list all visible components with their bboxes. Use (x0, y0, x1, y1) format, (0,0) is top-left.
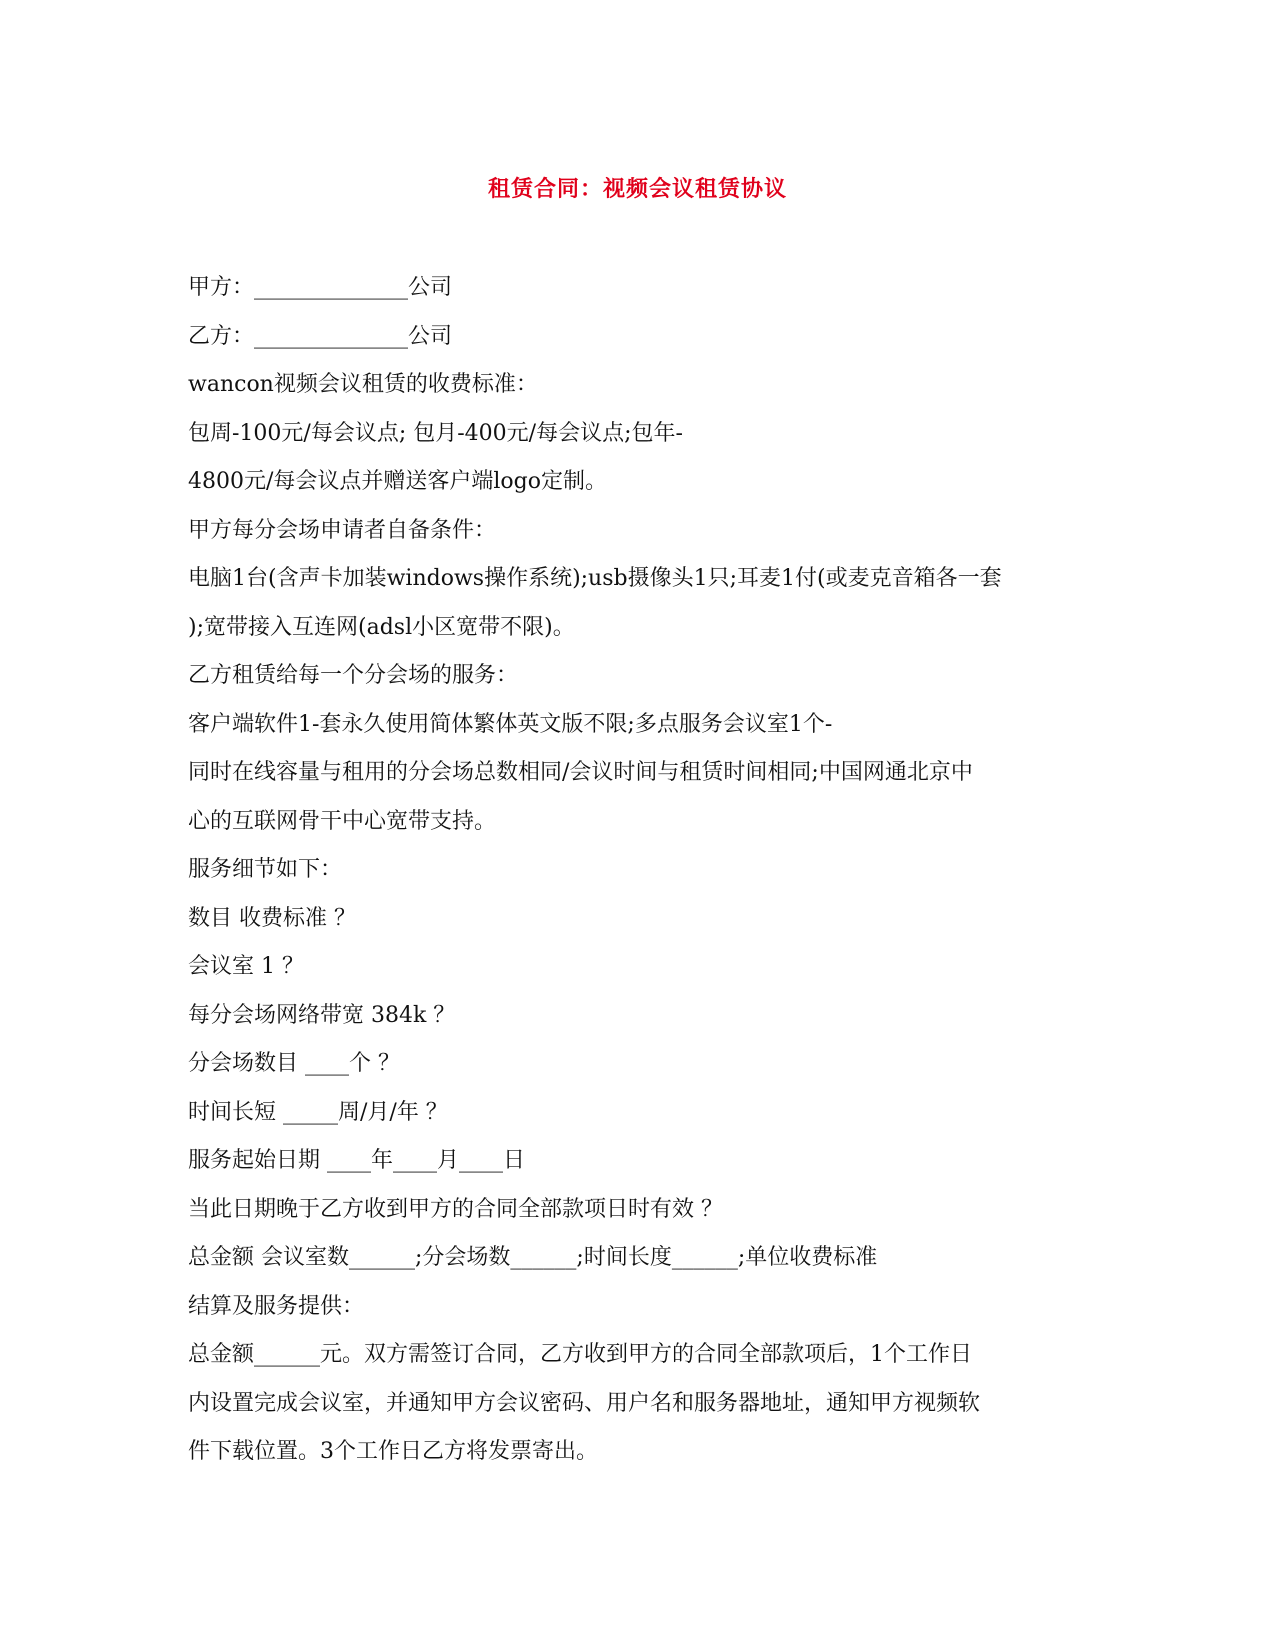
services-heading: 乙方租赁给每一个分会场的服务： (188, 663, 519, 688)
settlement-line-2: 内设置完成会议室，并通知甲方会议密码、用户名和服务器地址，通知甲方视频软 (188, 1390, 981, 1416)
details-total-row: 总金额 会议室数______;分会场数______;时间长度______;单位收费标准 (188, 1245, 878, 1270)
details-header-row: 数目 收费标准 ？ (188, 905, 356, 931)
fee-standard-line-1: 包周-100元/每会议点; 包月-400元/每会议点;包年- (188, 420, 683, 446)
details-validity-row: 当此日期晚于乙方收到甲方的合同全部款项日时有效 ？ (188, 1196, 723, 1222)
details-meeting-room-row: 会议室 1 ？ (188, 954, 304, 979)
details-bandwidth-row: 每分会场网络带宽 384k ？ (188, 1002, 456, 1028)
services-line-1: 客户端软件1-套永久使用简体繁体英文版不限;多点服务会议室1个- (188, 711, 833, 737)
details-duration-row: 时间长短 _____周/月/年 ？ (188, 1099, 448, 1125)
party-b-line: 乙方：______________公司 (188, 323, 453, 349)
requirements-line-2: );宽带接入互连网(adsl小区宽带不限)。 (188, 614, 575, 640)
service-details-heading: 服务细节如下： (188, 857, 343, 882)
settlement-line-1: 总金额______元。双方需签订合同，乙方收到甲方的合同全部款项后，1个工作日 (188, 1342, 972, 1367)
settlement-line-3: 件下载位置。3个工作日乙方将发票寄出。 (188, 1439, 598, 1464)
document-body (188, 264, 1088, 1477)
services-line-2: 同时在线容量与租用的分会场总数相同/会议时间与租赁时间相同;中国网通北京中 (188, 760, 973, 785)
services-line-3: 心的互联网骨干中心宽带支持。 (188, 808, 497, 834)
party-a-line: 甲方：______________公司 (188, 275, 453, 300)
document-title: 租赁合同：视频会议租赁协议 (487, 176, 787, 202)
details-start-date-row: 服务起始日期 ____年____月____日 (188, 1148, 525, 1173)
settlement-heading: 结算及服务提供： (188, 1293, 365, 1319)
fee-standard-line-2: 4800元/每会议点并赠送客户端logo定制。 (188, 469, 608, 494)
details-venue-count-row: 分会场数目 ____个 ？ (188, 1051, 400, 1076)
requirements-line-1: 电脑1台(含声卡加装windows操作系统);usb摄像头1只;耳麦1付(或麦克音箱各一套 (188, 566, 1002, 591)
fee-standard-heading: wancon视频会议租赁的收费标准： (188, 372, 538, 397)
requirements-heading: 甲方每分会场申请者自备条件： (188, 517, 497, 543)
